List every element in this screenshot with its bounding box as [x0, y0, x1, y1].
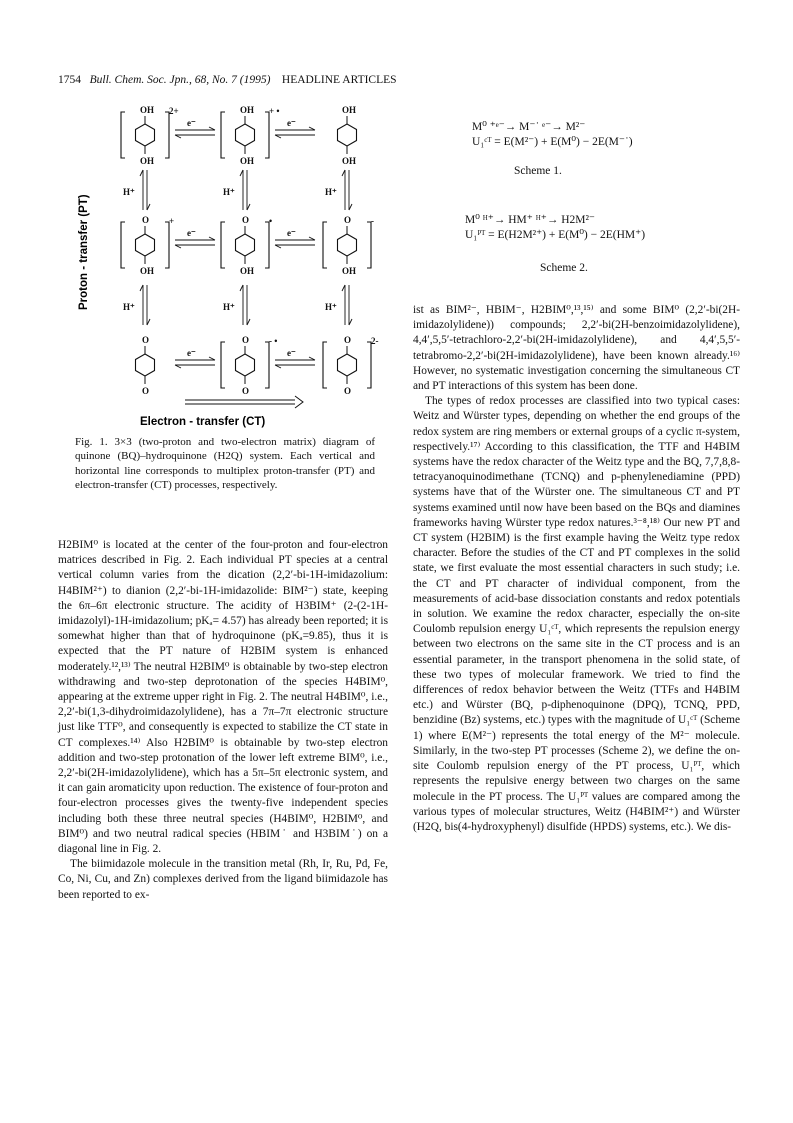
journal-volume: 68, No. 7 (1995)	[194, 74, 271, 86]
molecule-r1c2	[236, 105, 255, 166]
svg-text:H⁺: H⁺	[123, 302, 135, 312]
right-column	[413, 303, 740, 835]
molecule-r2c2	[236, 215, 255, 276]
svg-text:O: O	[242, 215, 250, 225]
molecule-r1c3	[338, 105, 357, 166]
svg-text:e⁻: e⁻	[287, 348, 296, 358]
section-title: HEADLINE ARTICLES	[281, 74, 397, 86]
charge-plus-radical: + •	[269, 106, 280, 116]
proton-arrows	[123, 170, 352, 325]
left-column	[58, 538, 388, 903]
charge-plus: +	[169, 216, 175, 226]
svg-text:OH: OH	[240, 266, 255, 276]
charge-2plus: 2+	[169, 106, 179, 116]
scheme-1	[472, 120, 633, 150]
svg-text:O: O	[242, 386, 250, 396]
paragraph: The types of redox processes are classified into two typical cases: Weitz and Würster types, depending on whether the end groups of the redox system are ring members or external groups of a cyclic π-system, respectively.¹⁷⁾ According to this classification, the TTF and H4BIM systems have the redox character of the Weitz type and the BQ, 7,7,8,8-tetracyanoquinodimethane (TCNQ) and p-phenylenediamine (PPD) systems have that of the Würster one. The simultaneous CT and PT systems examined until now have been based on the BQs and diamines frameworks having Würster type redox natures.³⁻⁸,¹⁸⁾ Our new PT and CT system (H2BIM) is the first example having the Weitz type redox character. Before the studies of the CT and PT complexes in the solid state, we first evaluate the most essential characters in such study; i.e. the CT and PT character of individual component, from the measurements of acid-base dissociation constants and redox potentials in solution. We examine the redox character, especially the on-site Coulomb repulsion energy U₁ᶜᵀ, which represents the repulsion energy between two electrons on the same site in the CT process and is an essential parameter, in the transport phenomena in the solid state, of these two types of molecular framework. We tried to find the differences of redox behavior between the Weitz (TTFs and H4BIM etc.) and Würster (BQ, p-diphenoquinone (DPQ), TCNQ, PPD, benzidine (Bz) systems, etc.) types with the magnitude of U₁ᶜᵀ (Scheme 1) where E(M²⁻) represents the total energy of the M²⁻ molecule. Similarly, in the two-step PT processes (Scheme 2), we define the on-site Coulomb repulsion energy of the PT process, U₁ᴾᵀ, which represents the repulsive energy between two charges on the same molecule in the PT process. The U₁ᴾᵀ values are compared among the various types of molecular structures, Weitz (H4BIM²⁺) and Würster (H2Q, bis(4-hydroxyphenyl) disulfide (HPDS) systems, etc.). We dis-	[413, 395, 740, 833]
paragraph: ist as BIM²⁻, HBIM⁻, H2BIM⁰,¹³,¹⁵⁾ and some BIM⁰ (2,2′-bi(2H-imidazolylidene)) compounds; 2,2′-bi(2H-benzoimidazolylidene), 4,4′,5,5′-tetrachloro-2,2′-bi(2H-imidazolylidene), and 4,4′,5,5′-tetrabromo-2,2′-bi(2H-imidazolylidene), have been known already.¹⁶⁾ However, no systematic investigation concerning the simultaneous CT and PT interactions of this system has been done.	[413, 304, 740, 393]
svg-text:H⁺: H⁺	[223, 302, 235, 312]
svg-text:H⁺: H⁺	[123, 187, 135, 197]
svg-text:OH: OH	[342, 266, 357, 276]
scheme-1-caption: Scheme 1.	[514, 165, 562, 177]
svg-text:O: O	[142, 335, 150, 345]
svg-text:OH: OH	[342, 156, 357, 166]
svg-text:O: O	[344, 386, 352, 396]
svg-text:e⁻: e⁻	[287, 228, 296, 238]
scheme-2-reaction: M⁰ ᴴ⁺→ HM⁺ ᴴ⁺→ H2M²⁻	[465, 214, 596, 226]
svg-text:O: O	[142, 215, 150, 225]
molecule-r2c1	[136, 215, 155, 276]
svg-text:OH: OH	[140, 105, 155, 115]
charge-minus: -	[371, 216, 374, 226]
svg-text:e⁻: e⁻	[187, 118, 196, 128]
svg-text:H⁺: H⁺	[325, 187, 337, 197]
matrix-diagram	[75, 100, 385, 430]
svg-text:O: O	[344, 335, 352, 345]
svg-text:OH: OH	[140, 266, 155, 276]
svg-text:O: O	[344, 215, 352, 225]
brackets	[121, 112, 371, 388]
scheme-2	[465, 213, 645, 243]
svg-text:e⁻: e⁻	[287, 118, 296, 128]
molecule-r3c3	[338, 335, 357, 396]
svg-text:O: O	[142, 386, 150, 396]
ct-axis-arrow	[185, 396, 303, 408]
paragraph: The biimidazole molecule in the transition metal (Rh, Ir, Ru, Pd, Fe, Co, Ni, Cu, and Zn) complexes derived from the ligand biimidazole has been reported to ex-	[58, 858, 388, 901]
figure-caption: Fig. 1. 3×3 (two-proton and two-electron matrix) diagram of quinone (BQ)–hydroquinone (H2Q) system. Each vertical and horizontal line corresponds to multiplex proton-transfer (PT) and electron-transfer (CT) processes, respectively.	[75, 436, 375, 491]
molecule-r1c1	[136, 105, 155, 166]
molecule-r3c1	[136, 335, 155, 396]
charge-radical: •	[269, 216, 273, 226]
scheme-1-equation: U₁ᶜᵀ = E(M²⁻) + E(M⁰) − 2E(M⁻˙)	[472, 136, 633, 148]
svg-text:H⁺: H⁺	[223, 187, 235, 197]
molecule-r3c2	[236, 335, 255, 396]
page-number: 1754	[58, 74, 81, 86]
charge-minus-radical: - •	[269, 336, 278, 346]
paragraph: H2BIM⁰ is located at the center of the four-proton and four-electron matrices described in Fig. 2. Each individual PT species at a central vertical column varies from the dication (2,2′-bi-1H-imidazolium: H4BIM²⁺) to dianion (2,2′-bi-1H-imidazolide: BIM²⁻) state, keeping the 6π–6π electronic structure. The acidity of H3BIM⁺ (2-(2-1H-imidazolyl)-1H-imidazolium; pKₐ= 4.57) has already been reported; it is somewhat higher than that of hydroquinone (pKₐ=9.85), thus it is expected that the PT nature of H2BIM system is enhanced moderately.¹²,¹³⁾ The neutral H2BIM⁰ is obtainable by two-step electron withdrawing and two-step deprotonation of the species H4BIM⁰, appearing at the extreme upper right in Fig. 2. The neutral H4BIM⁰, i.e., 2,2′-bi(1,3-dihydroimidazolylidene), has a 7π–7π electronic structure just like TTF⁰, and consequently is expected to stabilize the CT state in CT complexes.¹⁴⁾ Also H2BIM⁰ is obtainable by two-step electron addition and two-step protonation of the lower left extreme BIM⁰, i.e., 2,2′-bi(2H-imidazolylidene), which has a 5π–5π electronic system, and it can gain aromaticity upon reduction. The existence of four-proton and four-electron processes gives the twenty-five independent species including both these three neutral species (H4BIM⁰, H2BIM⁰, and BIM⁰) and two neutral radical species (HBIM˙ and H3BIM˙) on a diagonal line in Fig. 2.	[58, 539, 388, 856]
svg-text:OH: OH	[140, 156, 155, 166]
svg-text:e⁻: e⁻	[187, 228, 196, 238]
svg-text:OH: OH	[240, 105, 255, 115]
scheme-2-equation: U₁ᴾᵀ = E(H2M²⁺) + E(M⁰) − 2E(HM⁺)	[465, 229, 646, 241]
molecule-r2c3	[338, 215, 357, 276]
svg-text:H⁺: H⁺	[325, 302, 337, 312]
svg-text:O: O	[242, 335, 250, 345]
journal-name: Bull. Chem. Soc. Jpn.,	[89, 74, 192, 86]
svg-text:OH: OH	[240, 156, 255, 166]
svg-text:OH: OH	[342, 105, 357, 115]
svg-text:e⁻: e⁻	[187, 348, 196, 358]
scheme-1-reaction: M⁰ ⁺ᵉ⁻→ M⁻˙ ᵉ⁻→ M²⁻	[472, 121, 586, 133]
pt-axis-label: Proton - transfer (PT)	[78, 194, 90, 310]
running-header	[58, 74, 397, 86]
charge-2minus: 2-	[371, 336, 379, 346]
scheme-2-caption: Scheme 2.	[540, 262, 588, 274]
ct-axis-label: Electron - transfer (CT)	[140, 416, 266, 428]
